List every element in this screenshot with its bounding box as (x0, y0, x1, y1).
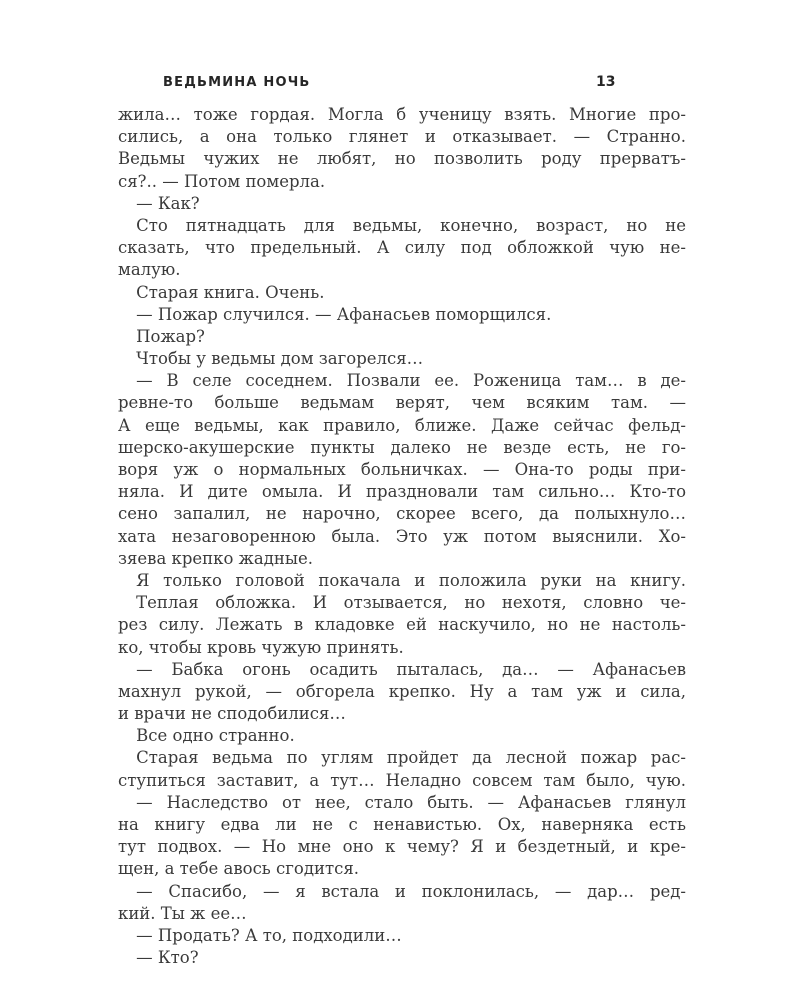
text-line: ся?.. — Потом померла. (118, 171, 326, 191)
text-line: сились, а она только глянет и отказывает. — Странно. (118, 127, 686, 147)
text-line: и врачи не сподобилися… (118, 704, 346, 724)
text-line: махнул рукой, — обгорела крепко. Ну а там уж и сила, (118, 681, 686, 701)
text-line: — Спасибо, — я встала и поклонилась, — дар… ред- (136, 881, 686, 901)
text-line: Теплая обложка. И отзывается, но нехотя, словно че- (136, 593, 686, 613)
text-line: — Как? (136, 193, 200, 213)
text-line: рез силу. Лежать в кладовке ей наскучило, но не настоль- (118, 615, 686, 635)
text-line: хата незаговоренною была. Это уж потом выяснили. Хо- (118, 526, 686, 546)
text-line: ступиться заставит, а тут… Неладно совсем там было, чую. (118, 770, 686, 790)
text-line: жила… тоже гордая. Могла б ученицу взять. Многие про- (118, 105, 686, 124)
text-line: шерско-акушерские пункты далеко не везде есть, не го- (118, 437, 686, 457)
text-line: на книгу едва ли не с ненавистью. Ох, наверняка есть (118, 815, 686, 834)
text-line: — Пожар случился. — Афанасьев поморщился. (136, 304, 552, 324)
text-line: — Кто? (136, 948, 199, 968)
text-line: — Продать? А то, подходили… (136, 925, 402, 945)
text-line: — Бабка огонь осадить пыталась, да… — Афанасьев (136, 659, 686, 679)
text-line: — В селе соседнем. Позвали ее. Роженица там… в де- (136, 371, 686, 391)
text-line: ко, чтобы кровь чужую принять. (118, 637, 404, 657)
text-line: няла. И дите омыла. И праздновали там сильно… Кто-то (118, 482, 686, 502)
body-text (118, 104, 686, 969)
text-line: щен, а тебе авось сгодится. (118, 859, 360, 879)
text-line: ревне-то больше ведьмам верят, чем всяким там. — (118, 393, 686, 413)
text-line: Я только головой покачала и положила руки на книгу. (136, 570, 686, 590)
text-line: Пожар? (136, 326, 205, 346)
text-line: Все одно странно. (136, 726, 295, 746)
text-line: тут подвох. — Но мне оно к чему? Я и бездетный, и кре- (118, 837, 686, 857)
text-line: Старая книга. Очень. (136, 282, 325, 302)
text-line: Сто пятнадцать для ведьмы, конечно, возраст, но не (136, 215, 686, 235)
text-line: воря уж о нормальных больничках. — Она-то роды при- (118, 460, 686, 479)
text-line: Старая ведьма по углям пройдет да лесной пожар рас- (136, 748, 686, 768)
text-line: — Наследство от нее, стало быть. — Афанасьев глянул (136, 792, 686, 812)
page-number: 13 (596, 74, 616, 90)
running-title: ВЕДЬМИНА НОЧЬ (163, 75, 311, 90)
text-line: малую. (118, 260, 181, 280)
text-line: зяева крепко жадные. (118, 548, 313, 568)
text-line: А еще ведьмы, как правило, ближе. Даже сейчас фельд- (118, 415, 686, 435)
text-line: кий. Ты ж ее… (118, 903, 247, 923)
text-line: Ведьмы чужих не любят, но позволить роду прерватъ- (118, 149, 686, 169)
text-line: сказать, что предельный. А силу под обложкой чую не- (118, 238, 686, 258)
text-line: сено запалил, не нарочно, скорее всего, да полыхнуло… (118, 504, 686, 524)
text-line: Чтобы у ведьмы дом загорелся… (136, 349, 424, 369)
